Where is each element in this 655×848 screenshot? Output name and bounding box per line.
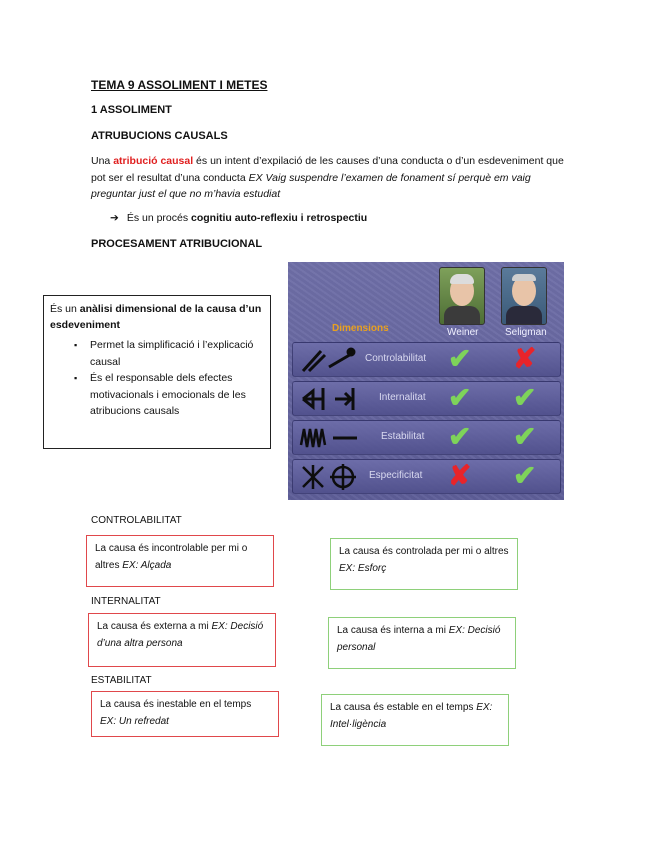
row-label: Estabilitat <box>381 431 425 442</box>
arrow-point-bold: cognitiu auto-reflexiu i retrospectiu <box>191 212 368 224</box>
definition-term: atribució causal <box>113 155 194 167</box>
author-weiner: Weiner <box>447 327 479 338</box>
internalitat-heading: INTERNALITAT <box>91 596 161 607</box>
card-text: La causa és inestable en el temps <box>100 699 252 710</box>
controlabilitat-right-card <box>330 538 518 590</box>
definition-rest: és un intent d’expilació de les causes d’una conducta o d’un esdeveniment que pot ser el resultat d’una conducta <box>91 155 564 184</box>
controlabilitat-heading: CONTROLABILITAT <box>91 515 182 526</box>
definition-paragraph <box>91 153 571 203</box>
seligman-photo <box>501 267 547 325</box>
card-example: EX: Decisió d’una altra persona <box>97 621 264 649</box>
card-example: EX: Un refredat <box>100 716 169 727</box>
dimensions-figure <box>288 262 564 500</box>
specificity-icon <box>299 462 361 492</box>
internalitat-left-card <box>88 613 276 667</box>
figure-row-controlabilitat <box>292 342 561 377</box>
card-text: La causa és externa a mi <box>97 621 212 632</box>
author-seligman: Seligman <box>505 327 547 338</box>
weiner-photo <box>439 267 485 325</box>
seligman-mark: ✔ <box>513 382 537 413</box>
card-text: La causa és controlada per mi o altres <box>339 546 509 557</box>
box-bullet-list <box>50 337 264 420</box>
estabilitat-right-card <box>321 694 509 746</box>
estabilitat-left-card <box>91 691 279 737</box>
estabilitat-heading: ESTABILITAT <box>91 675 152 686</box>
figure-row-especificitat <box>292 459 561 494</box>
subsection-heading: ATRUBUCIONS CAUSALS <box>91 130 228 142</box>
arrow-point-lead: És un procés <box>126 212 192 224</box>
controlabilitat-left-card <box>86 535 274 587</box>
controllability-icon <box>299 345 361 375</box>
definition-example: EX Vaig suspendre l’examen de fonament sí perquè em vaig preguntar just el que no m’havia estudiat <box>91 171 531 200</box>
box-intro-bold: anàlisi dimensional de la causa d’un esdeveniment <box>50 303 262 331</box>
section-heading: 1 ASSOLIMENT <box>91 104 172 116</box>
stability-icon <box>299 423 361 453</box>
seligman-mark: ✔ <box>513 460 537 491</box>
list-item: ▪ És el responsable dels efectes motivacionals i emocionals de les atribucions causals <box>90 370 264 420</box>
card-text: La causa és interna a mi <box>337 625 449 636</box>
row-label: Controlabilitat <box>365 353 427 364</box>
arrow-point <box>110 212 367 224</box>
internalitat-right-card <box>328 617 516 669</box>
page-title: TEMA 9 ASSOLIMENT I METES <box>91 78 268 92</box>
weiner-mark: ✔ <box>448 382 472 413</box>
figure-row-internalitat <box>292 381 561 416</box>
card-text: La causa és estable en el temps <box>330 702 477 713</box>
row-label: Internalitat <box>379 392 426 403</box>
weiner-mark: ✔ <box>448 343 472 374</box>
figure-header: Dimensions <box>332 323 389 334</box>
weiner-mark: ✘ <box>448 460 472 491</box>
card-example: EX: Esforç <box>339 563 387 574</box>
seligman-mark: ✘ <box>513 343 537 374</box>
seligman-mark: ✔ <box>513 421 537 452</box>
list-item: ▪ Permet la simplificació i l’explicació causal <box>90 337 264 370</box>
weiner-mark: ✔ <box>448 421 472 452</box>
row-label: Especificitat <box>369 470 423 481</box>
arrow-icon: ➔ <box>110 212 119 224</box>
card-example: EX: Alçada <box>122 560 172 571</box>
card-example: EX: Intel·ligència <box>330 702 493 730</box>
definition-lead: Una <box>91 155 114 167</box>
figure-row-estabilitat <box>292 420 561 455</box>
card-example: EX: Decisió personal <box>337 625 501 653</box>
card-text: La causa és incontrolable per mi o altres <box>95 543 248 571</box>
dimensional-analysis-box <box>43 295 271 449</box>
box-intro <box>50 301 264 333</box>
subsection-heading-2: PROCESAMENT ATRIBUCIONAL <box>91 238 263 250</box>
box-intro-plain: És un <box>50 303 80 315</box>
internality-icon <box>299 384 361 414</box>
